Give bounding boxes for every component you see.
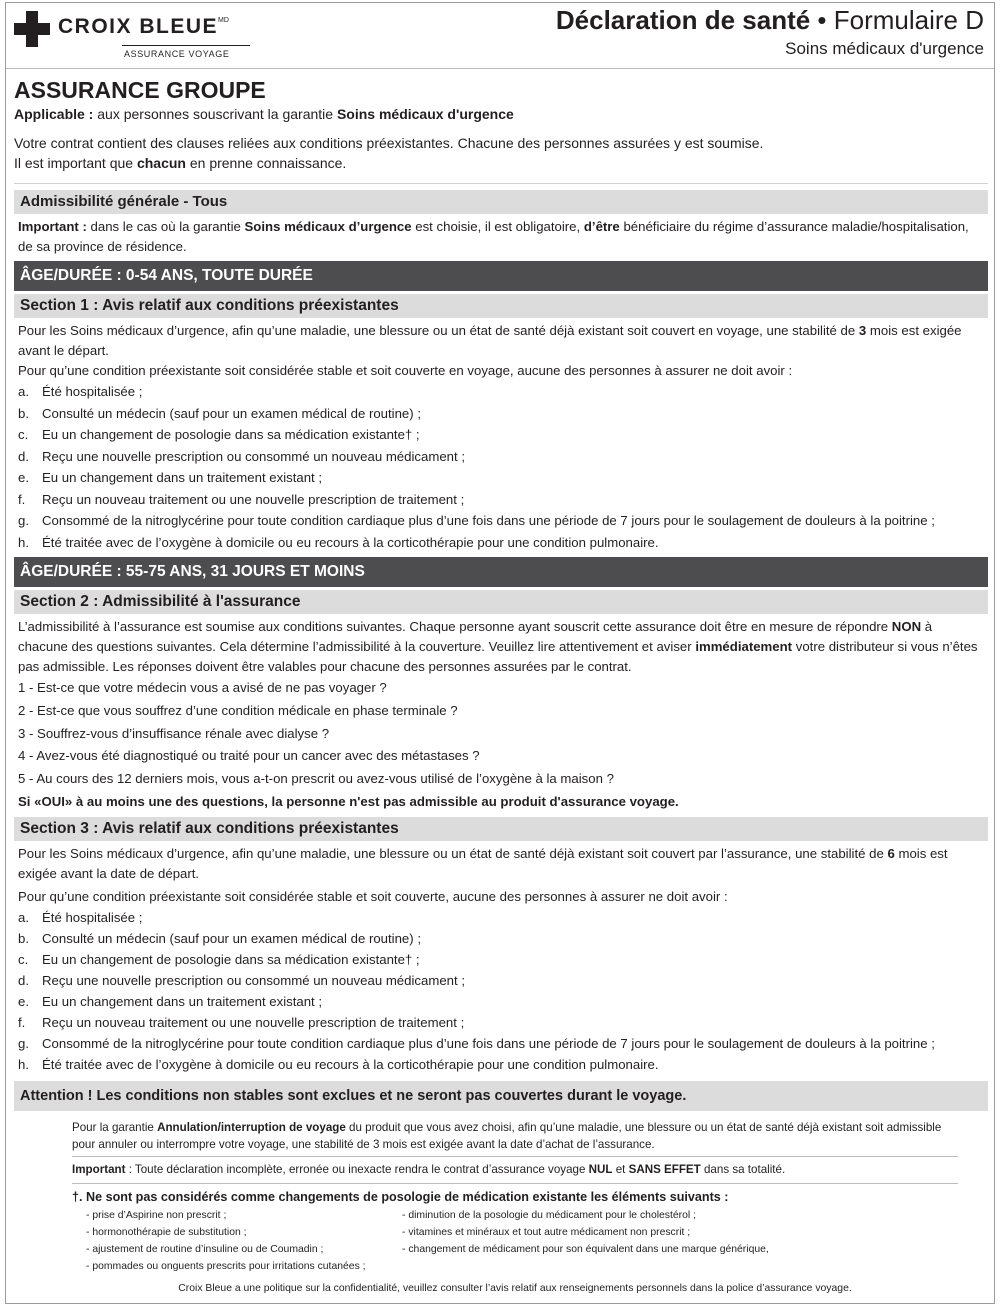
attention-banner: Attention ! Les conditions non stables sont exclues et ne seront pas couvertes durant le voyage. (14, 1081, 988, 1111)
divider (72, 1156, 958, 1157)
footer (72, 1119, 958, 1294)
form-content (14, 73, 988, 1294)
list-item: - pommades ou onguents prescrits pour irritations cutanées ; (86, 1260, 366, 1272)
list-item: - hormonothérapie de substitution ; (86, 1226, 247, 1238)
brand-name: CROIX $BLEUE^{MD}$ (58, 15, 229, 38)
section-3-stability: Pour les Soins médicaux d’urgence, afin qu’une maladie, une blessure ou un état de santé déjà existant soit couvert par l’assurance, une stabilité de 6 mois est exigée avant la date de départ. (18, 845, 948, 881)
important-note: Important : Toute déclaration incomplète, erronée ou inexacte rendra le contrat d’assurance voyage NUL et SANS EFFET dans sa totalité. (72, 1162, 786, 1176)
age-band-0-54: ÂGE/DURÉE : 0-54 ANS, TOUTE DURÉE (14, 261, 988, 291)
group-title: ASSURANCE GROUPE (14, 77, 266, 103)
list-item: e. Eu un changement dans un traitement existant ; (18, 993, 323, 1009)
section-2-questions (14, 677, 988, 791)
dagger-note-title: †. Ne sont pas considérés comme changements de posologie de médication existante les éléments suivants : (72, 1189, 729, 1204)
section-1-stability: Pour les Soins médicaux d’urgence, afin qu’une maladie, une blessure ou un état de santé déjà existant soit couvert en voyage, une stabilité de 3 mois est exigée avant le départ. (18, 323, 962, 358)
cross-icon (14, 11, 50, 47)
header (6, 3, 994, 69)
brand-divider (122, 45, 250, 46)
list-item: a. Été hospitalisée ; (18, 909, 143, 925)
list-item: a. Été hospitalisée ; (18, 384, 143, 399)
list-item: e. Eu un changement dans un traitement existant ; (18, 470, 323, 485)
intro-text: Votre contrat contient des clauses reliées aux conditions préexistantes. Chacune des personnes assurées y est soumise. Il est important que chacun en prenne connaissance. (14, 135, 764, 171)
section-1-intro: Pour qu’une condition préexistante soit considérée stable et soit couverte en voyage, aucune des personnes à assurer ne doit avoir : (18, 363, 793, 378)
logo (14, 9, 254, 63)
list-item: d. Reçu une nouvelle prescription ou consommé un nouveau médicament ; (18, 972, 465, 988)
section-1-list (14, 381, 988, 553)
question-item: 4 - Avez-vous été diagnostiqué ou traité pour un cancer avec des métastases ? (18, 748, 480, 764)
dagger-note-lists (72, 1207, 958, 1275)
section-3-heading: Section 3 : Avis relatif aux conditions préexistantes (14, 817, 988, 841)
list-item: - vitamines et minéraux et tout autre médicament non prescrit ; (402, 1226, 691, 1238)
admissibility-heading: Admissibilité générale - Tous (14, 190, 988, 214)
section-2-text: L’admissibilité à l’assurance est soumise aux conditions suivantes. Chaque personne ayant souscrit cette assurance doit être en mesure de répondre NON à chacune des questions suivantes. Cela détermine l’admissibilité à la couverture. Veuillez lire attentivement et aviser immédiatement votre distributeur si vous n’êtes pas admissible. Les réponses doivent être valables pour chacune des personnes assurées par le contrat. (18, 619, 978, 674)
form-page (5, 2, 995, 1304)
document-subtitle: Soins médicaux d'urgence (785, 39, 984, 58)
dagger-right-list (402, 1207, 922, 1275)
document-title: Déclaration de santé • Formulaire D (555, 5, 984, 35)
age-band-55-75: ÂGE/DURÉE : 55-75 ANS, 31 JOURS ET MOINS (14, 557, 988, 587)
dagger-left-list (72, 1207, 402, 1275)
question-item: 2 - Est-ce que vous souffrez d’une condition médicale en phase terminale ? (18, 702, 458, 718)
list-item: b. Consulté un médecin (sauf pour un examen médical de routine) ; (18, 930, 421, 946)
admissibility-text: Important : dans le cas où la garantie Soins médicaux d’urgence est choisie, il est obligatoire, d’être bénéficiaire du régime d’assurance maladie/hospitalisation, de sa province de résidence. (18, 219, 969, 254)
list-item: - ajustement de routine d’insuline ou de Coumadin ; (86, 1243, 324, 1255)
applicable-line: Applicable : aux personnes souscrivant la garantie Soins médicaux d'urgence (14, 106, 514, 122)
list-item: f. Reçu un nouveau traitement ou une nouvelle prescription de traitement ; (18, 1014, 465, 1030)
section-3-intro: Pour qu’une condition préexistante soit considérée stable et soit couverte, aucune des personnes à assurer ne doit avoir : (18, 888, 728, 904)
list-item: c. Eu un changement de posologie dans sa médication existante† ; (18, 427, 420, 442)
section-2-conclusion: Si «OUI» à au moins une des questions, la personne n'est pas admissible au produit d'assurance voyage. (18, 793, 679, 809)
divider (72, 1183, 958, 1184)
list-item: g. Consommé de la nitroglycérine pour toute condition cardiaque plus d’une fois dans une période de 7 jours pour le soulagement de douleurs à la poitrine ; (18, 513, 935, 528)
list-item: f. Reçu un nouveau traitement ou une nouvelle prescription de traitement ; (18, 491, 465, 507)
list-item: b. Consulté un médecin (sauf pour un examen médical de routine) ; (18, 405, 421, 421)
list-item: d. Reçu une nouvelle prescription ou consommé un nouveau médicament ; (18, 448, 465, 464)
list-item: h. Été traitée avec de l’oxygène à domicile ou eu recours à la corticothérapie pour une condition pulmonaire. (18, 1056, 659, 1072)
list-item: - prise d’Aspirine non prescrit ; (86, 1209, 227, 1221)
section-1-heading: Section 1 : Avis relatif aux conditions préexistantes (14, 294, 988, 318)
question-item: 3 - Souffrez-vous d’insuffisance rénale avec dialyse ? (18, 725, 330, 741)
list-item: c. Eu un changement de posologie dans sa médication existante† ; (18, 951, 420, 967)
list-item: h. Été traitée avec de l’oxygène à domicile ou eu recours à la corticothérapie pour une condition pulmonaire. (18, 534, 659, 550)
brand-subtitle: ASSURANCE VOYAGE (124, 49, 230, 59)
cancellation-note: Pour la garantie Annulation/interruption de voyage du produit que vous avez choisi, afin qu’une maladie, une blessure ou un état de santé déjà existant soit admissible pour annuler ou interrompre votre voyage, une stabilité de 3 mois est exigée avant la date d’achat de l’assurance. (72, 1120, 942, 1151)
section-2-heading: Section 2 : Admissibilité à l'assurance (14, 590, 988, 614)
question-item: 5 - Au cours des 12 derniers mois, vous a-t-on prescrit ou avez-vous utilisé de l’oxygène à la maison ? (18, 771, 614, 787)
list-item: g. Consommé de la nitroglycérine pour toute condition cardiaque plus d’une fois dans une période de 7 jours pour le soulagement de douleurs à la poitrine ; (18, 1035, 935, 1051)
list-item: - changement de médicament pour son équivalent dans une marque générique, (402, 1243, 769, 1255)
divider (14, 183, 988, 184)
privacy-note: Croix Bleue a une politique sur la confidentialité, veuillez consulter l’avis relatif aux renseignements personnels dans la police d’assurance voyage. (178, 1282, 852, 1294)
section-3-list (14, 907, 988, 1075)
list-item: - diminution de la posologie du médicament pour le cholestérol ; (402, 1209, 696, 1221)
question-item: 1 - Est-ce que votre médecin vous a avisé de ne pas voyager ? (18, 680, 387, 695)
